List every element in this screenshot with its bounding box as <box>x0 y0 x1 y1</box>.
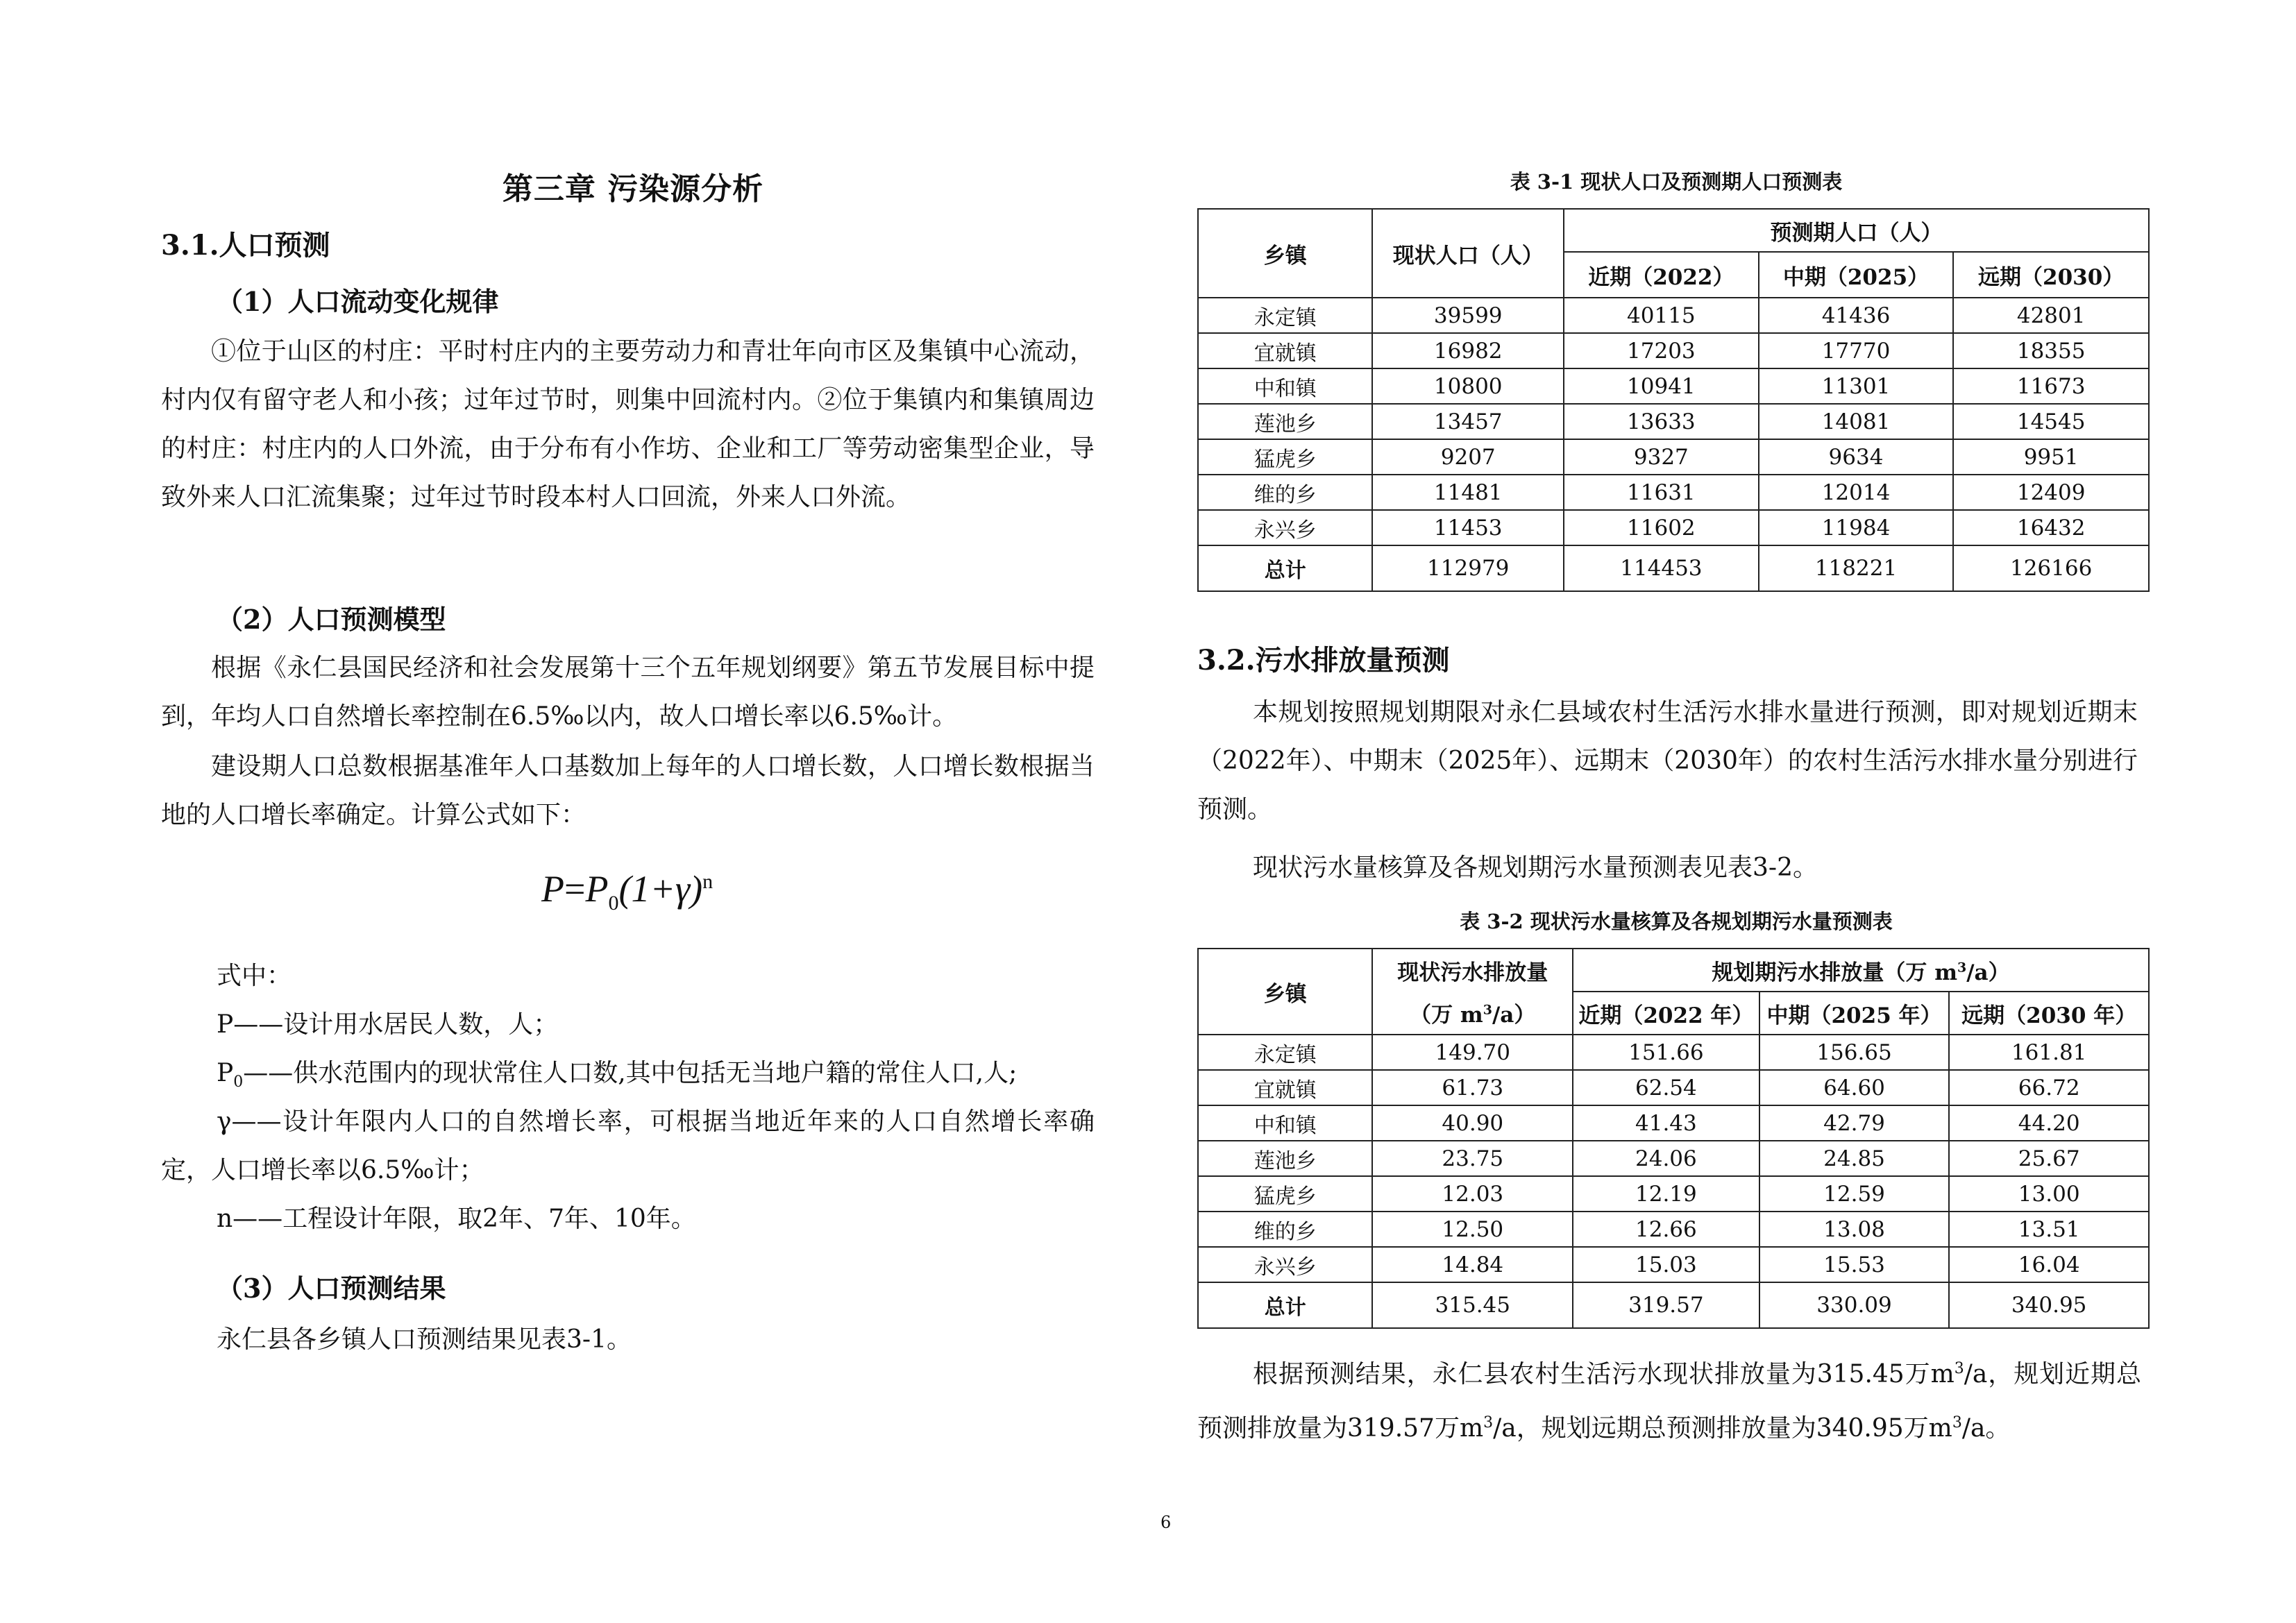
far-cell: 18355 <box>1953 333 2149 368</box>
table-row <box>1198 298 2149 333</box>
conclusion-sup-1: 3 <box>1954 1360 1964 1377</box>
table-3-1-caption: 表 3-1 现状人口及预测期人口预测表 <box>1510 170 1843 194</box>
current-cell: 9207 <box>1372 439 1564 475</box>
mid-cell: 15.53 <box>1759 1247 1950 1282</box>
mid-cell: 64.60 <box>1759 1070 1950 1105</box>
current-cell: 112979 <box>1372 545 1564 591</box>
header-forecast-sewage-sup: 3 <box>1957 960 1967 976</box>
header-town: 乡镇 <box>1198 209 1372 298</box>
chapter-title: 第三章 污染源分析 <box>502 171 764 207</box>
mid-cell: 13.08 <box>1759 1212 1950 1247</box>
current-cell: 11481 <box>1372 475 1564 510</box>
header-current-sewage-unit <box>1372 992 1573 1035</box>
town-cell: 维的乡 <box>1198 1212 1372 1247</box>
mid-cell: 118221 <box>1759 545 1954 591</box>
near-cell: 15.03 <box>1573 1247 1759 1282</box>
town-cell: 永定镇 <box>1198 1035 1372 1070</box>
formula-p0-subscript: 0 <box>608 891 619 915</box>
header-current-unit-tail: /a） <box>1492 1003 1536 1028</box>
near-cell: 62.54 <box>1573 1070 1759 1105</box>
current-cell: 23.75 <box>1372 1141 1573 1176</box>
paragraph-table-reference: 现状污水量核算及各规划期污水量预测表见表3-2。 <box>1253 853 1818 882</box>
far-cell: 12409 <box>1953 475 2149 510</box>
table-row <box>1198 1070 2149 1105</box>
near-cell: 13633 <box>1564 404 1759 439</box>
current-cell: 39599 <box>1372 298 1564 333</box>
header-mid-term: 中期（2025 年） <box>1759 992 1950 1035</box>
near-cell: 12.66 <box>1573 1212 1759 1247</box>
conclusion-text-4: /a。 <box>1961 1414 2011 1443</box>
near-cell: 40115 <box>1564 298 1759 333</box>
conclusion-sup-2: 3 <box>1483 1414 1494 1431</box>
definition-n: n——工程设计年限，取2年、7年、10年。 <box>217 1205 696 1233</box>
town-cell: 猛虎乡 <box>1198 1176 1372 1212</box>
header-current-unit-sup: 3 <box>1483 1002 1492 1018</box>
table-row <box>1198 1035 2149 1070</box>
conclusion-text-3: /a，规划远期总预测排放量为340.95万m <box>1493 1414 1952 1443</box>
conclusion-sup-3: 3 <box>1952 1414 1962 1431</box>
far-cell: 44.20 <box>1949 1105 2149 1141</box>
current-cell: 10800 <box>1372 368 1564 404</box>
formula-equals: = <box>564 868 586 910</box>
current-cell: 61.73 <box>1372 1070 1573 1105</box>
near-cell: 114453 <box>1564 545 1759 591</box>
mid-cell: 24.85 <box>1759 1141 1950 1176</box>
definition-p0-subscript: 0 <box>233 1073 244 1091</box>
subheading-forecast-results: （3）人口预测结果 <box>217 1273 446 1304</box>
section-heading-3-1: 3.1.人口预测 <box>161 229 330 262</box>
conclusion-text-2: /a，规划近期总预测排放量为319.57万m <box>1197 1360 2142 1443</box>
table-row <box>1198 1212 2149 1247</box>
formula-exponent: n <box>702 870 714 893</box>
current-cell: 12.03 <box>1372 1176 1573 1212</box>
near-cell: 10941 <box>1564 368 1759 404</box>
near-cell: 319.57 <box>1573 1282 1759 1328</box>
far-cell: 16432 <box>1953 510 2149 545</box>
paragraph-calculation: 建设期人口总数根据基准年人口基数加上每年的人口增长数，人口增长数根据当地的人口增长率确定。计算公式如下： <box>161 752 1095 829</box>
mid-cell: 330.09 <box>1759 1282 1950 1328</box>
sewage-table <box>1197 948 2150 1329</box>
table-row <box>1198 439 2149 475</box>
mid-cell: 14081 <box>1759 404 1954 439</box>
far-cell: 14545 <box>1953 404 2149 439</box>
mid-cell: 12014 <box>1759 475 1954 510</box>
current-cell: 11453 <box>1372 510 1564 545</box>
current-cell: 13457 <box>1372 404 1564 439</box>
near-cell: 41.43 <box>1573 1105 1759 1141</box>
paragraph-population-flow: ①位于山区的村庄：平时村庄内的主要劳动力和青壮年向市区及集镇中心流动，村内仅有留守老人和小孩；过年过节时，则集中回流村内。②位于集镇内和集镇周边的村庄：村庄内的人口外流，由于分布有小作坊、企业和工厂等劳动密集型企业，导致外来人口汇流集聚；过年过节时段本村人口回流，外来人口外流。 <box>161 337 1095 511</box>
paragraph-forecast-conclusion <box>1197 1345 2141 1453</box>
current-cell: 16982 <box>1372 333 1564 368</box>
table-row <box>1198 1105 2149 1141</box>
formula-p0: P <box>585 868 609 910</box>
far-cell: 16.04 <box>1949 1247 2149 1282</box>
table-total-row <box>1198 1282 2149 1328</box>
formula-body: (1+γ) <box>618 868 703 910</box>
near-cell: 12.19 <box>1573 1176 1759 1212</box>
current-cell: 14.84 <box>1372 1247 1573 1282</box>
total-label-cell: 总计 <box>1198 545 1372 591</box>
header-near-term: 近期（2022） <box>1564 252 1759 298</box>
table-row <box>1198 1176 2149 1212</box>
far-cell: 13.51 <box>1949 1212 2149 1247</box>
near-cell: 11631 <box>1564 475 1759 510</box>
town-cell: 永兴乡 <box>1198 510 1372 545</box>
paragraph-results-reference: 永仁县各乡镇人口预测结果见表3-1。 <box>217 1325 632 1354</box>
near-cell: 17203 <box>1564 333 1759 368</box>
current-cell: 149.70 <box>1372 1035 1573 1070</box>
table-row <box>1198 404 2149 439</box>
town-cell: 中和镇 <box>1198 1105 1372 1141</box>
header-forecast-population: 预测期人口（人） <box>1564 209 2149 252</box>
town-cell: 永兴乡 <box>1198 1247 1372 1282</box>
header-forecast-sewage <box>1573 949 2149 992</box>
town-cell: 宜就镇 <box>1198 1070 1372 1105</box>
definition-gamma: γ——设计年限内人口的自然增长率，可根据当地近年来的人口自然增长率确定，人口增长率以6.5‰计； <box>161 1107 1095 1184</box>
far-cell: 340.95 <box>1949 1282 2149 1328</box>
where-label: 式中： <box>217 962 292 990</box>
page-number: 6 <box>1160 1513 1172 1532</box>
mid-cell: 9634 <box>1759 439 1954 475</box>
mid-cell: 41436 <box>1759 298 1954 333</box>
definition-p: P——设计用水居民人数，人； <box>217 1010 559 1039</box>
conclusion-text-1: 根据预测结果，永仁县农村生活污水现状排放量为315.45万m <box>1253 1360 1955 1388</box>
table-row <box>1198 1247 2149 1282</box>
town-cell: 猛虎乡 <box>1198 439 1372 475</box>
far-cell: 66.72 <box>1949 1070 2149 1105</box>
population-table <box>1197 208 2150 592</box>
header-mid-term: 中期（2025） <box>1759 252 1954 298</box>
header-current-population: 现状人口（人） <box>1372 209 1564 298</box>
paragraph-sewage-forecast: 本规划按照规划期限对永仁县域农村生活污水排水量进行预测，即对规划近期末（2022年）、中期末（2025年）、远期末（2030年）的农村生活污水排水量分别进行预测。 <box>1197 698 2138 824</box>
header-long-term: 远期（2030） <box>1953 252 2149 298</box>
header-town: 乡镇 <box>1198 949 1372 1035</box>
mid-cell: 11301 <box>1759 368 1954 404</box>
table-total-row <box>1198 545 2149 591</box>
far-cell: 9951 <box>1953 439 2149 475</box>
table-row <box>1198 368 2149 404</box>
mid-cell: 12.59 <box>1759 1176 1950 1212</box>
header-current-sewage: 现状污水排放量 <box>1372 949 1573 992</box>
mid-cell: 17770 <box>1759 333 1954 368</box>
current-cell: 40.90 <box>1372 1105 1573 1141</box>
far-cell: 126166 <box>1953 545 2149 591</box>
near-cell: 24.06 <box>1573 1141 1759 1176</box>
formula-lhs: P <box>541 868 564 910</box>
table-3-2-caption: 表 3-2 现状污水量核算及各规划期污水量预测表 <box>1460 910 1893 933</box>
town-cell: 中和镇 <box>1198 368 1372 404</box>
near-cell: 9327 <box>1564 439 1759 475</box>
header-near-term: 近期（2022 年） <box>1573 992 1759 1035</box>
mid-cell: 42.79 <box>1759 1105 1950 1141</box>
far-cell: 161.81 <box>1949 1035 2149 1070</box>
subheading-population-flow: （1）人口流动变化规律 <box>217 286 499 317</box>
table-row <box>1198 333 2149 368</box>
mid-cell: 156.65 <box>1759 1035 1950 1070</box>
far-cell: 13.00 <box>1949 1176 2149 1212</box>
table-row <box>1198 475 2149 510</box>
header-forecast-sewage-text: 规划期污水排放量（万 m <box>1712 960 1957 985</box>
total-label-cell: 总计 <box>1198 1282 1372 1328</box>
population-formula <box>541 867 713 915</box>
near-cell: 11602 <box>1564 510 1759 545</box>
current-cell: 315.45 <box>1372 1282 1573 1328</box>
paragraph-growth-rate: 根据《永仁县国民经济和社会发展第十三个五年规划纲要》第五节发展目标中提到，年均人口自然增长率控制在6.5‰以内，故人口增长率以6.5‰计。 <box>161 654 1095 731</box>
far-cell: 11673 <box>1953 368 2149 404</box>
town-cell: 莲池乡 <box>1198 404 1372 439</box>
current-cell: 12.50 <box>1372 1212 1573 1247</box>
definition-p0-symbol: P <box>217 1059 234 1087</box>
definition-p0-text: ——供水范围内的现状常住人口数,其中包括无当地户籍的常住人口,人; <box>243 1059 1018 1087</box>
town-cell: 维的乡 <box>1198 475 1372 510</box>
table-row <box>1198 1141 2149 1176</box>
header-current-unit-text: （万 m <box>1410 1003 1483 1028</box>
town-cell: 莲池乡 <box>1198 1141 1372 1176</box>
far-cell: 42801 <box>1953 298 2149 333</box>
far-cell: 25.67 <box>1949 1141 2149 1176</box>
town-cell: 宜就镇 <box>1198 333 1372 368</box>
subheading-forecast-model: （2）人口预测模型 <box>217 604 446 635</box>
header-long-term: 远期（2030 年） <box>1949 992 2149 1035</box>
table-row <box>1198 510 2149 545</box>
near-cell: 151.66 <box>1573 1035 1759 1070</box>
section-heading-3-2: 3.2.污水排放量预测 <box>1197 644 1450 677</box>
mid-cell: 11984 <box>1759 510 1954 545</box>
header-forecast-sewage-unit: /a） <box>1966 960 2010 985</box>
town-cell: 永定镇 <box>1198 298 1372 333</box>
